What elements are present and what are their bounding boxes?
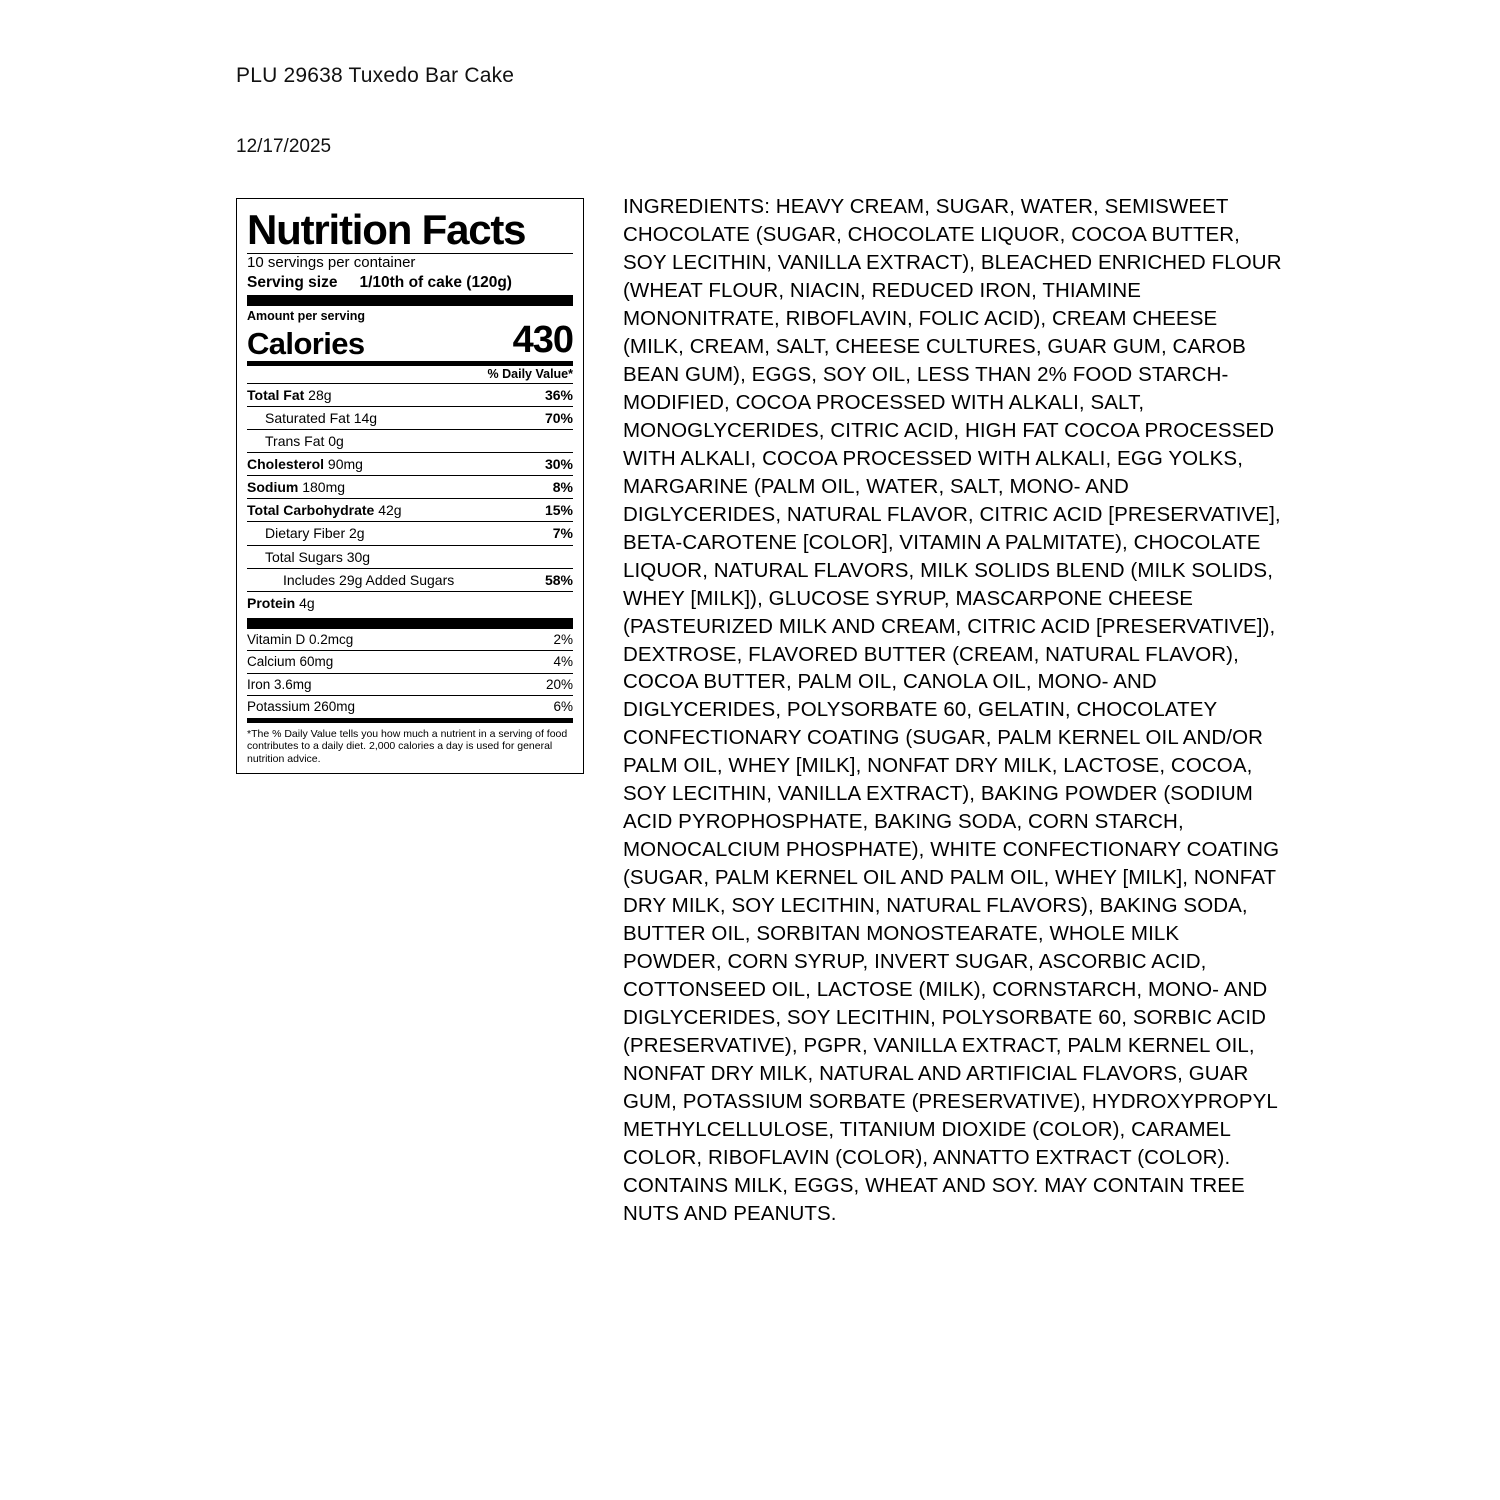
nutrition-facts-panel	[236, 198, 584, 774]
date-label: 12/17/2025	[236, 136, 332, 157]
vitamin-name: Potassium 260mg	[247, 699, 356, 715]
nutrient-name-bold: Total Carbohydrate	[247, 502, 375, 519]
vitamin-rows	[247, 629, 573, 718]
table-row	[247, 695, 573, 718]
nutrient-name: Dietary Fiber 2g	[265, 525, 365, 542]
table-row	[247, 568, 573, 591]
nutrient-name: Total Sugars 30g	[265, 548, 371, 565]
nutrient-rows	[247, 383, 573, 614]
serving-size-row	[247, 274, 573, 295]
nutrient-name-rest: 28g	[304, 386, 332, 403]
calories-value: 430	[512, 318, 573, 361]
nutrient-pct: 58%	[544, 571, 573, 588]
nutrient-name-rest: 90mg	[324, 456, 363, 473]
divider-thick-1	[247, 295, 573, 306]
vitamin-pct: 6%	[553, 699, 573, 715]
vitamin-pct: 2%	[553, 631, 573, 647]
nutrient-name: Saturated Fat 14g	[265, 410, 378, 426]
table-row	[247, 429, 573, 452]
nutrient-name	[247, 502, 402, 518]
table-row	[247, 545, 573, 568]
nutrient-name	[247, 456, 363, 472]
ingredients-text: INGREDIENTS: HEAVY CREAM, SUGAR, WATER, SEMISWEET CHOCOLATE (SUGAR, CHOCOLATE LIQUOR, COCOA BUTTER, SOY LECITHIN, VANILLA EXTRACT), BLEACHED ENRICHED FLOUR (WHEAT FLOUR, NIACIN, REDUCED IRON, THIAMINE MONONITRATE, RIBOFLAVIN, FOLIC ACID), CREAM CHEESE (MILK, CREAM, SALT, CHEESE CULTURES, GUAR GUM, CAROB BEAN GUM), EGGS, SOY OIL, LESS THAN 2% FOOD STARCH-MODIFIED, COCOA PROCESSED WITH ALKALI, SALT, MONOGLYCERIDES, CITRIC ACID, HIGH FAT COCOA PROCESSED WITH ALKALI, COCOA PROCESSED WITH ALKALI, EGG YOLKS, MARGARINE (PALM OIL, WATER, SALT, MONO- AND DIGLYCERIDES, NATURAL FLAVOR, CITRIC ACID [PRESERVATIVE], BETA-CAROTENE [COLOR], VITAMIN A PALMITATE), CHOCOLATE LIQUOR, NATURAL FLAVORS, MILK SOLIDS BLEND (MILK SOLIDS, WHEY [MILK]), GLUCOSE SYRUP, MASCARPONE CHEESE (PASTEURIZED MILK AND CREAM, CITRIC ACID [PRESERVATIVE]), DEXTROSE, FLAVORED BUTTER (CREAM, NATURAL FLAVOR), COCOA BUTTER, PALM OIL, CANOLA OIL, MONO- AND DIGLYCERIDES, POLYSORBATE 60, GELATIN, CHOCOLATEY CONFECTIONARY COATING (SUGAR, PALM KERNEL OIL AND/OR PALM OIL, WHEY [MILK], NONFAT DRY MILK, LACTOSE, COCOA, SOY LECITHIN, VANILLA EXTRACT), BAKING POWDER (SODIUM ACID PYROPHOSPHATE, BAKING SODA, CORN STARCH, MONOCALCIUM PHOSPHATE), WHITE CONFECTIONARY COATING (SUGAR, PALM KERNEL OIL AND PALM OIL, WHEY [MILK], NONFAT DRY MILK, SOY LECITHIN, NATURAL FLAVORS), BAKING SODA, BUTTER OIL, SORBITAN MONOSTEARATE, WHOLE MILK POWDER, CORN SYRUP, INVERT SUGAR, ASCORBIC ACID, COTTONSEED OIL, LACTOSE (MILK), CORNSTARCH, MONO- AND DIGLYCERIDES, SOY LECITHIN, POLYSORBATE 60, SORBIC ACID (PRESERVATIVE), PGPR, VANILLA EXTRACT, PALM KERNEL OIL, NONFAT DRY MILK, NATURAL AND ARTIFICIAL FLAVORS, GUAR GUM, POTASSIUM SORBATE (PRESERVATIVE), HYDROXYPROPYL METHYLCELLULOSE, TITANIUM DIOXIDE (COLOR), CARAMEL COLOR, RIBOFLAVIN (COLOR), ANNATTO EXTRACT (COLOR). CONTAINS MILK, EGGS, WHEAT AND SOY. MAY CONTAIN TREE NUTS AND PEANUTS.	[623, 195, 1282, 1225]
vitamin-name: Iron 3.6mg	[247, 676, 312, 692]
nutrient-pct: 30%	[544, 456, 573, 473]
nutrient-name-rest: 180mg	[298, 479, 346, 496]
table-row	[247, 591, 573, 614]
nutrient-pct: 7%	[552, 525, 573, 542]
nutrient-pct: 15%	[544, 502, 573, 519]
nutrient-name: Includes 29g Added Sugars	[283, 571, 455, 588]
nutrient-name-rest: 4g	[295, 594, 315, 611]
table-row	[247, 452, 573, 475]
divider-thick-2	[247, 618, 573, 629]
nutrient-pct: 36%	[544, 386, 573, 403]
vitamin-name: Vitamin D 0.2mcg	[247, 631, 354, 647]
calories-label: Calories	[247, 325, 365, 361]
page-title: PLU 29638 Tuxedo Bar Cake	[236, 64, 515, 87]
table-row	[247, 521, 573, 544]
amount-per-serving-label: Amount per serving	[247, 308, 366, 323]
table-row	[247, 673, 573, 696]
nutrient-name	[247, 595, 315, 611]
table-row	[247, 629, 573, 651]
serving-size-value: 1/10th of cake (120g)	[359, 273, 512, 291]
table-row	[247, 383, 573, 406]
vitamin-pct: 4%	[553, 654, 573, 670]
table-row	[247, 406, 573, 429]
daily-value-header: % Daily Value*	[487, 366, 573, 381]
nutrient-name	[247, 479, 345, 495]
nutrient-name: Trans Fat 0g	[265, 433, 344, 450]
serving-size-label: Serving size	[247, 273, 338, 291]
nutrition-facts-title: Nutrition Facts	[247, 206, 526, 253]
nutrient-pct: 70%	[544, 410, 573, 426]
nutrient-name-bold: Cholesterol	[247, 456, 325, 473]
daily-value-footnote: *The % Daily Value tells you how much a nutrient in a serving of food contributes to a daily diet. 2,000 calories a day is used for general nutrition advice.	[247, 718, 573, 765]
nutrient-name-bold: Protein	[247, 594, 296, 611]
nutrient-name	[247, 387, 332, 403]
vitamin-pct: 20%	[545, 676, 573, 692]
nutrient-name-bold: Sodium	[247, 479, 299, 496]
nutrient-name-bold: Total Fat	[247, 386, 305, 403]
table-row	[247, 498, 573, 521]
nutrient-name-rest: 42g	[374, 502, 402, 519]
servings-per-container: 10 servings per container	[247, 254, 416, 272]
table-row	[247, 650, 573, 673]
table-row	[247, 475, 573, 498]
nutrient-pct: 8%	[552, 479, 573, 496]
calories-row	[247, 318, 573, 361]
vitamin-name: Calcium 60mg	[247, 654, 334, 670]
